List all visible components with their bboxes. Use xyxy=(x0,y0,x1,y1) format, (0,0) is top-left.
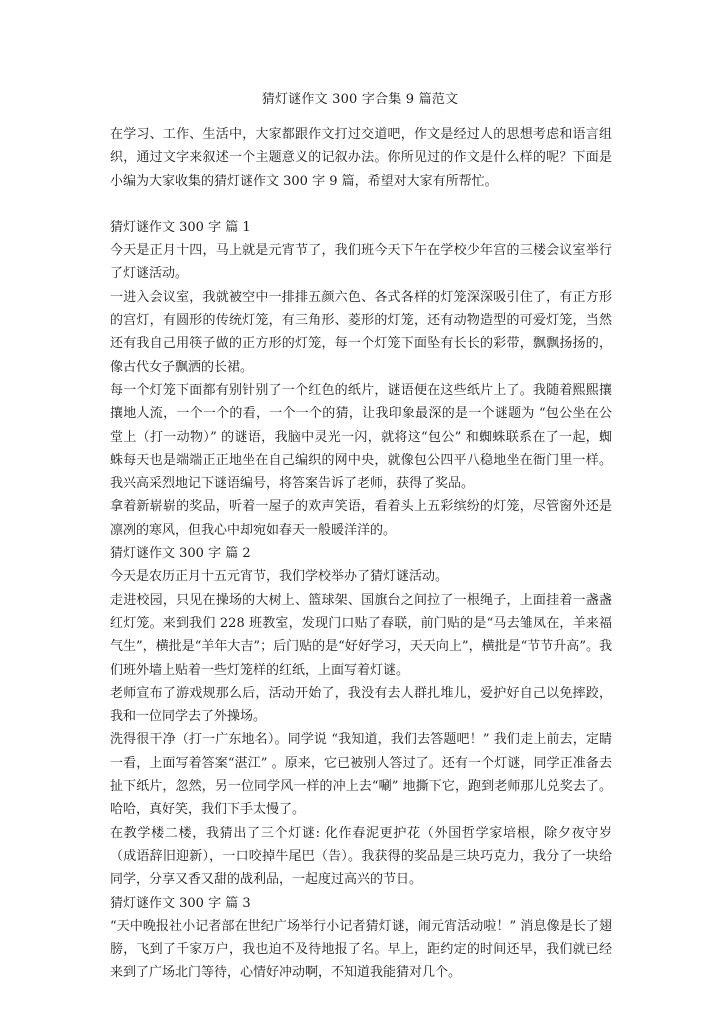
document-body xyxy=(110,123,612,985)
paragraph: 今天是农历正月十五元宵节，我们学校举办了猜灯谜活动。 xyxy=(110,569,449,585)
paragraph: 一进入会议室，我就被空中一排排五颜六色、各式各样的灯笼深深吸引住了，有正方形的宫灯，有圆形的传统灯笼，有三角形、菱形的灯笼，还有动物造型的可爱灯笼，当然还有我自己用筷子做的正方形的灯笼，每一个灯笼下面坠有长长的彩带，飘飘扬扬的，像古代女子飘洒的长裙。 xyxy=(110,289,612,375)
paragraph: 在教学楼二楼，我猜出了三个灯谜: 化作春泥更护花（外国哲学家培根，除夕夜守岁（成语辞旧迎新），一口咬掉牛尾巴（告）。我获得的奖品是三块巧克力，我分了一块给同学，分享又香又甜的战利品，一起度过高兴的节日。 xyxy=(110,825,612,888)
section-heading: 猜灯谜作文 300 字 篇 2 xyxy=(110,546,251,562)
page-title: 猜灯谜作文 300 字合集 9 篇范文 xyxy=(261,92,459,107)
paragraph: 老师宣布了游戏规那么后，活动开始了，我没有去人群扎堆儿，爱护好自己以免摔跤，我和一位同学去了外操场。 xyxy=(110,685,612,725)
paragraph: 洗得很干净（打一广东地名）。同学说 “我知道，我们去答题吧！” 我们走上前去，定睛一看，上面写着答案“湛江” 。原来，它已被别人答过了。还有一个灯谜，同学正准备去扯下纸片，忽然，另一位同学风一样的冲上去“唰” 地撕下它，跑到老师那儿兑奖去了。哈哈，真好笑，我们下手太慢了。 xyxy=(110,732,612,818)
paragraph: “天中晚报社小记者部在世纪广场举行小记者猜灯谜，闹元宵活动啦！” 消息像是长了翅膀，飞到了千家万户，我也迫不及待地报了名。早上，距约定的时间还早，我们就已经来到了广场北门等待，心情好冲动啊，不知道我能猜对几个。 xyxy=(110,918,612,981)
paragraph: 走进校园，只见在操场的大树上、篮球架、国旗台之间拉了一根绳子，上面挂着一盏盏红灯笼。来到我们 228 班教室，发现门口贴了春联，前门贴的是“马去雏凤在，羊来福气生”，横批是“羊年大吉”；后门贴的是“好好学习，天天向上”，横批是“节节升高”。我们班外墙上贴着一些灯笼样的红纸，上面写着灯谜。 xyxy=(110,592,612,678)
section-heading: 猜灯谜作文 300 字 篇 1 xyxy=(110,219,251,235)
section-heading: 猜灯谜作文 300 字 篇 3 xyxy=(110,895,251,911)
paragraph: 每一个灯笼下面都有别针别了一个红色的纸片，谜语便在这些纸片上了。我随着熙熙攘攘地人流，一个一个的看，一个一个的猜，让我印象最深的是一个谜题为 “包公坐在公堂上（打一动物）” 的谜语，我脑中灵光一闪，就将这“包公” 和蜘蛛联系在了一起，蜘蛛每天也是端端正正地坐在自己编织的网中央，就像包公四平八稳地坐在衙门里一样。我兴高采烈地记下谜语编号，将答案告诉了老师，获得了奖品。 xyxy=(110,382,612,492)
intro-paragraph: 在学习、工作、生活中，大家都跟作文打过交道吧，作文是经过人的思想考虑和语言组织，通过文字来叙述一个主题意义的记叙办法。你所见过的作文是什么样的呢？下面是小编为大家收集的猜灯谜作文 300 字 9 篇，希望对大家有所帮忙。 xyxy=(110,127,612,189)
paragraph: 今天是正月十四，马上就是元宵节了，我们班今天下午在学校少年宫的三楼会议室举行了灯谜活动。 xyxy=(110,243,612,282)
paragraph: 拿着新崭崭的奖品，听着一屋子的欢声笑语，看着头上五彩缤纷的灯笼，尽管窗外还是凛冽的寒风，但我心中却宛如春天一般暖洋洋的。 xyxy=(110,499,612,538)
spacer xyxy=(110,193,612,216)
